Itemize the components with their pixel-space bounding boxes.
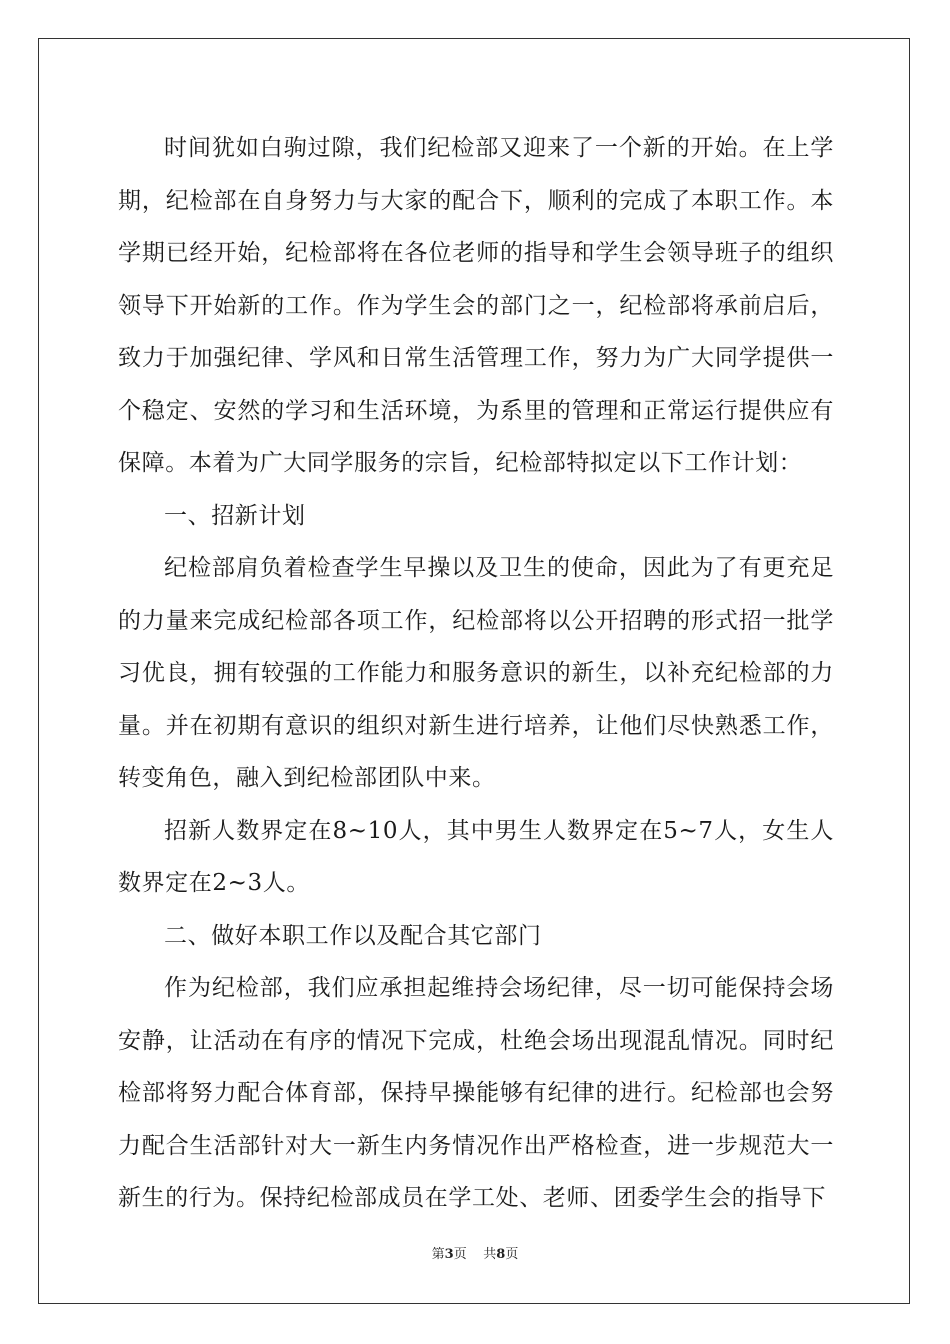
page-footer [0,1243,950,1262]
paragraph-duties: 作为纪检部，我们应承担起维持会场纪律，尽一切可能保持会场安静，让活动在有序的情况下完成，杜绝会场出现混乱情况。同时纪检部将努力配合体育部，保持早操能够有纪律的进行。纪检部也会努力配合生活部针对大一新生内务情况作出严格检查，进一步规范大一新生的行为。保持纪检部成员在学工处、老师、团委学生会的指导下 [118,975,834,1211]
footer-total-prefix: 共 [483,1247,497,1262]
footer-page-suffix: 页 [453,1247,467,1262]
footer-page-prefix: 第 [431,1247,445,1262]
footer-current-page: 3 [444,1247,454,1262]
section-heading-duties: 二、做好本职工作以及配合其它部门 [164,922,542,949]
paragraph-recruitment: 纪检部肩负着检查学生早操以及卫生的使命，因此为了有更充足的力量来完成纪检部各项工作，纪检部将以公开招聘的形式招一批学习优良，拥有较强的工作能力和服务意识的新生，以补充纪检部的力量。并在初期有意识的组织对新生进行培养，让他们尽快熟悉工作，转变角色，融入到纪检部团队中来。 [118,555,834,791]
paragraph-recruitment-numbers: 招新人数界定在8~10人，其中男生人数界定在5~7人，女生人数界定在2~3人。 [118,817,834,896]
paragraph-intro: 时间犹如白驹过隙，我们纪检部又迎来了一个新的开始。在上学期，纪检部在自身努力与大家的配合下，顺利的完成了本职工作。本学期已经开始，纪检部将在各位老师的指导和学生会领导班子的组织领导下开始新的工作。作为学生会的部门之一，纪检部将承前启后，致力于加强纪律、学风和日常生活管理工作，努力为广大同学提供一个稳定、安然的学习和生活环境，为系里的管理和正常运行提供应有保障。本着为广大同学服务的宗旨，纪检部特拟定以下工作计划： [118,135,834,476]
footer-total-suffix: 页 [505,1247,519,1262]
document-body [118,122,834,1225]
footer-total-pages: 8 [496,1247,506,1262]
section-heading-recruitment: 一、招新计划 [164,502,306,529]
